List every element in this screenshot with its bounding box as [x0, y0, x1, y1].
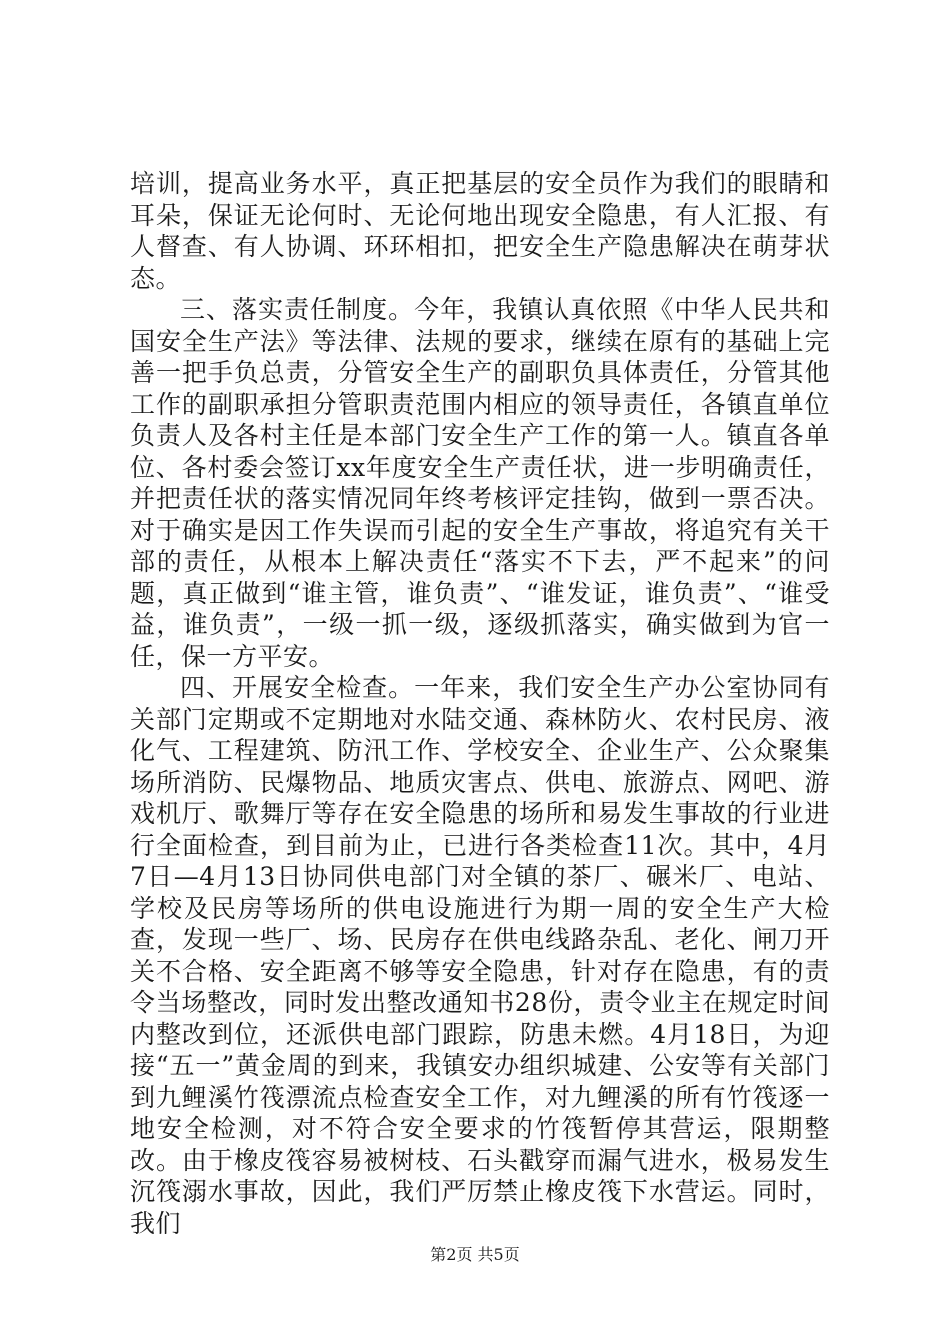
- document-body: [130, 168, 830, 1239]
- paragraph-training: 培训，提高业务水平，真正把基层的安全员作为我们的眼睛和耳朵，保证无论何时、无论何地出现安全隐患，有人汇报、有人督查、有人协调、环环相扣，把安全生产隐患解决在萌芽状态。: [130, 169, 830, 293]
- paragraph-safety-inspection: 四、开展安全检查。一年来，我们安全生产办公室协同有关部门定期或不定期地对水陆交通、森林防火、农村民房、液化气、工程建筑、防汛工作、学校安全、企业生产、公众聚集场所消防、民爆物品、地质灾害点、供电、旅游点、网吧、游戏机厅、歌舞厅等存在安全隐患的场所和易发生事故的行业进行全面检查，到目前为止，已进行各类检查11次。其中，4月7日—4月13日协同供电部门对全镇的茶厂、碾米厂、电站、学校及民房等场所的供电设施进行为期一周的安全生产大检查，发现一些厂、场、民房存在供电线路杂乱、老化、闸刀开关不合格、安全距离不够等安全隐患，针对存在隐患，有的责令当场整改，同时发出整改通知书28份，责令业主在规定时间内整改到位，还派供电部门跟踪，防患未燃。4月18日，为迎接“五一”黄金周的到来，我镇安办组织城建、公安等有关部门到九鲤溪竹筏漂流点检查安全工作，对九鲤溪的所有竹筏逐一地安全检测，对不符合安全要求的竹筏暂停其营运，限期整改。由于橡皮筏容易被树枝、石头戳穿而漏气进水，极易发生沉筏溺水事故，因此，我们严厉禁止橡皮筏下水营运。同时，我们: [130, 673, 830, 1238]
- paragraph-responsibility-system: 三、落实责任制度。今年，我镇认真依照《中华人民共和国安全生产法》等法律、法规的要求，继续在原有的基础上完善一把手负总责，分管安全生产的副职负具体责任，分管其他工作的副职承担分管职责范围内相应的领导责任，各镇直单位负责人及各村主任是本部门安全生产工作的第一人。镇直各单位、各村委会签订xx年度安全生产责任状，进一步明确责任，并把责任状的落实情况同年终考核评定挂钩，做到一票否决。对于确实是因工作失误而引起的安全生产事故，将追究有关干部的责任，从根本上解决责任“落实不下去，严不起来”的问题，真正做到“谁主管，谁负责”、“谁发证，谁负责”、“谁受益，谁负责”，一级一抓一级，逐级抓落实，确实做到为官一任，保一方平安。: [130, 295, 830, 671]
- page-number-footer: 第2页 共5页: [430, 1245, 520, 1264]
